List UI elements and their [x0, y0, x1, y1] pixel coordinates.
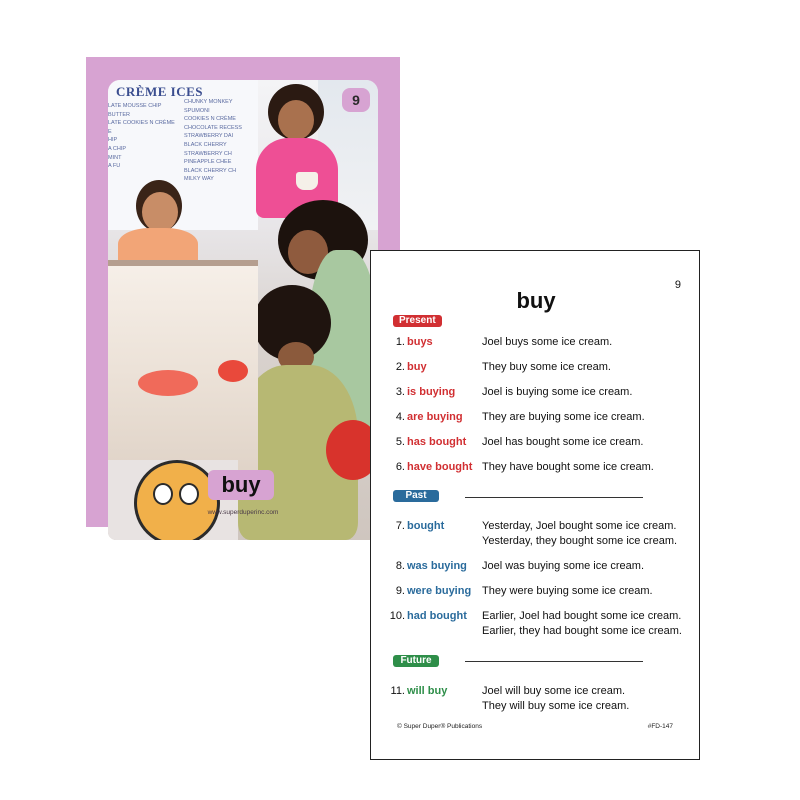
item-number: 6. [395, 461, 405, 473]
item-number: 10. [389, 610, 405, 622]
menu-item: SPUMONI [184, 107, 210, 114]
card-number: 9 [342, 88, 370, 112]
ice-cream-tub-red [138, 370, 198, 396]
verb-form: is buying [407, 386, 456, 398]
menu-list-left [108, 102, 175, 171]
example-sentence: Yesterday, they bought some ice cream. [482, 535, 678, 547]
menu-item: E [108, 128, 112, 135]
example-sentence: They have bought some ice cream. [482, 461, 654, 473]
back-card-number: 9 [674, 279, 681, 291]
menu-title: CRÈME ICES [116, 84, 203, 99]
verb-form: are buying [407, 411, 463, 423]
ice-cream-mascot [134, 460, 220, 540]
item-number: 11. [390, 685, 405, 697]
menu-item: A FU [108, 163, 121, 170]
item-number: 9. [395, 585, 405, 597]
item-number: 7. [395, 520, 405, 532]
menu-item: BLACK CHERRY CH [184, 167, 237, 174]
menu-item: BLACK CHERRY [184, 141, 227, 148]
verb-form: had bought [407, 610, 467, 622]
menu-board [108, 80, 258, 230]
front-photo-card [86, 57, 400, 527]
item-number: 1. [395, 336, 405, 348]
back-text-card [370, 250, 700, 760]
publisher-credit: © Super Duper® Publications [397, 723, 483, 730]
menu-item: CHUNKY MONKEY [184, 99, 233, 105]
scoop-cup [218, 360, 248, 382]
item-number: 4. [395, 411, 405, 423]
example-sentence: Joel will buy some ice cream. [482, 685, 626, 697]
example-sentence: Earlier, they had bought some ice cream. [482, 625, 682, 637]
menu-item: MINT [108, 154, 122, 161]
tense-badge-past: Past [393, 490, 439, 502]
ice-cream-cup [296, 172, 318, 190]
verb-form: bought [407, 520, 445, 532]
verb-form: buy [407, 361, 427, 373]
menu-item: STRAWBERRY CH [184, 150, 232, 157]
item-number: 8. [395, 560, 405, 572]
item-number: 3. [395, 386, 405, 398]
divider [465, 661, 643, 662]
verb-form: buys [407, 336, 433, 348]
tense-badge-future: Future [393, 655, 439, 667]
menu-item: PINEAPPLE CHEE [184, 159, 232, 166]
example-sentence: They were buying some ice cream. [482, 585, 653, 597]
example-sentence: Joel buys some ice cream. [482, 336, 613, 348]
menu-item: BUTTER [108, 111, 130, 118]
divider [465, 497, 643, 498]
girl-face [278, 100, 314, 140]
menu-item: CHOCOLATE RECESS [184, 124, 242, 131]
photo-verb-label: buy [208, 470, 274, 500]
tense-badge-present: Present [393, 315, 442, 327]
menu-item: MILKY WAY [184, 176, 214, 183]
example-sentence: Joel was buying some ice cream. [482, 560, 645, 572]
website-text: www.superduperinc.com [207, 509, 279, 516]
verb-form: have bought [407, 461, 473, 473]
verb-form: has bought [407, 436, 467, 448]
menu-list-right [184, 98, 242, 184]
menu-item: STRAWBERRY DAI [184, 133, 234, 140]
menu-item: LATE COOKIES N CRÈME [108, 120, 175, 127]
verb-form: were buying [407, 585, 472, 597]
example-sentence: They are buying some ice cream. [482, 411, 645, 423]
verb-title: buy [516, 288, 556, 313]
example-sentence: Joel has bought some ice cream. [482, 436, 644, 448]
menu-item: LATE MOUSSE CHIP [108, 103, 162, 109]
item-number: 2. [395, 361, 405, 373]
menu-item: COOKIES N CRÈME [184, 116, 236, 123]
server-woman-face [142, 192, 178, 232]
item-number: 5. [395, 436, 405, 448]
product-code: #FD-147 [647, 723, 673, 730]
verb-form: was buying [407, 560, 467, 572]
example-sentence: They will buy some ice cream. [482, 700, 630, 712]
example-sentence: Yesterday, Joel bought some ice cream. [482, 520, 677, 532]
example-sentence: They buy some ice cream. [482, 361, 611, 373]
verb-form: will buy [407, 685, 448, 697]
example-sentence: Earlier, Joel had bought some ice cream. [482, 610, 682, 622]
menu-item: HIP [108, 137, 118, 144]
example-sentence: Joel is buying some ice cream. [482, 386, 633, 398]
menu-item: A CHIP [108, 145, 127, 152]
